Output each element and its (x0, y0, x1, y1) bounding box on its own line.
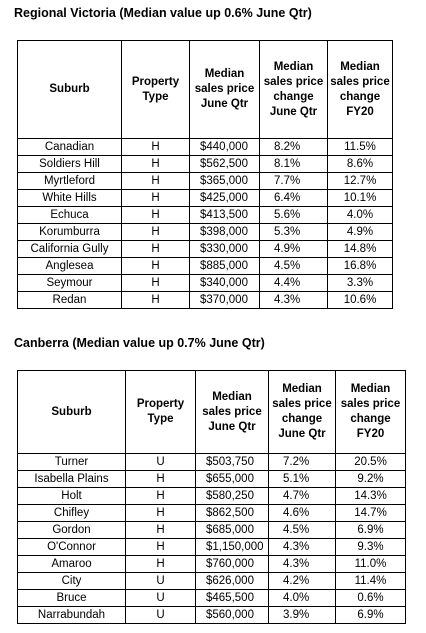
cell-suburb: Amaroo (18, 556, 126, 573)
cell-suburb: O'Connor (18, 539, 126, 556)
cell-property-type: U (126, 590, 196, 607)
cell-change-fy20: 8.6% (328, 156, 393, 173)
cell-suburb: Myrtleford (18, 173, 122, 190)
cell-property-type: H (122, 258, 190, 275)
cell-median-price: $626,000 (196, 573, 269, 590)
section-title-canberra: Canberra (Median value up 0.7% June Qtr) (14, 336, 265, 350)
table-row (18, 522, 406, 539)
cell-property-type: U (126, 454, 196, 471)
cell-median-price: $655,000 (196, 471, 269, 488)
cell-suburb: Korumburra (18, 224, 122, 241)
cell-median-price: $425,000 (190, 190, 260, 207)
table-row (18, 488, 406, 505)
cell-property-type: H (126, 488, 196, 505)
cell-suburb: Echuca (18, 207, 122, 224)
cell-property-type: H (126, 471, 196, 488)
cell-property-type: U (126, 573, 196, 590)
cell-suburb: Bruce (18, 590, 126, 607)
cell-change-june-qtr: 5.6% (260, 207, 328, 224)
cell-property-type: H (126, 505, 196, 522)
header-suburb: Suburb (18, 371, 126, 454)
cell-property-type: H (126, 556, 196, 573)
table-row (18, 224, 393, 241)
cell-property-type: H (122, 190, 190, 207)
cell-median-price: $440,000 (190, 139, 260, 156)
cell-change-fy20: 14.3% (336, 488, 406, 505)
cell-median-price: $398,000 (190, 224, 260, 241)
cell-suburb: Redan (18, 292, 122, 309)
cell-change-june-qtr: 4.5% (269, 522, 336, 539)
cell-change-june-qtr: 8.2% (260, 139, 328, 156)
cell-change-fy20: 6.9% (336, 522, 406, 539)
cell-suburb: Soldiers Hill (18, 156, 122, 173)
cell-change-fy20: 11.4% (336, 573, 406, 590)
cell-median-price: $1,150,000 (196, 539, 269, 556)
cell-change-june-qtr: 7.2% (269, 454, 336, 471)
table-row (18, 190, 393, 207)
cell-change-june-qtr: 3.9% (269, 607, 336, 624)
cell-change-june-qtr: 7.7% (260, 173, 328, 190)
cell-change-fy20: 10.6% (328, 292, 393, 309)
cell-suburb: Canadian (18, 139, 122, 156)
header-change-june-qtr: Median sales price change June Qtr (269, 371, 336, 454)
cell-suburb: Narrabundah (18, 607, 126, 624)
table-row (18, 539, 406, 556)
cell-change-june-qtr: 4.5% (260, 258, 328, 275)
table-canberra (17, 370, 406, 624)
table-row (18, 173, 393, 190)
cell-change-june-qtr: 5.3% (260, 224, 328, 241)
cell-suburb: Gordon (18, 522, 126, 539)
cell-suburb: Isabella Plains (18, 471, 126, 488)
cell-change-june-qtr: 4.4% (260, 275, 328, 292)
cell-property-type: H (122, 224, 190, 241)
header-change-fy20: Median sales price change FY20 (328, 41, 393, 139)
cell-median-price: $685,000 (196, 522, 269, 539)
cell-change-fy20: 9.3% (336, 539, 406, 556)
cell-property-type: H (122, 173, 190, 190)
table-row (18, 505, 406, 522)
cell-change-fy20: 6.9% (336, 607, 406, 624)
cell-change-june-qtr: 4.3% (269, 556, 336, 573)
cell-median-price: $560,000 (196, 607, 269, 624)
cell-property-type: H (122, 156, 190, 173)
table-row (18, 156, 393, 173)
table-row (18, 207, 393, 224)
cell-change-june-qtr: 4.3% (260, 292, 328, 309)
header-suburb: Suburb (18, 41, 122, 139)
cell-suburb: California Gully (18, 241, 122, 258)
table-row (18, 573, 406, 590)
cell-property-type: H (122, 139, 190, 156)
cell-median-price: $370,000 (190, 292, 260, 309)
table-row (18, 471, 406, 488)
table-row (18, 607, 406, 624)
cell-change-fy20: 4.0% (328, 207, 393, 224)
cell-median-price: $885,000 (190, 258, 260, 275)
cell-median-price: $862,500 (196, 505, 269, 522)
cell-property-type: H (126, 522, 196, 539)
cell-property-type: H (122, 292, 190, 309)
cell-median-price: $580,250 (196, 488, 269, 505)
cell-property-type: H (122, 207, 190, 224)
cell-median-price: $465,500 (196, 590, 269, 607)
cell-property-type: H (122, 275, 190, 292)
cell-change-fy20: 12.7% (328, 173, 393, 190)
cell-change-fy20: 3.3% (328, 275, 393, 292)
cell-median-price: $330,000 (190, 241, 260, 258)
cell-change-fy20: 9.2% (336, 471, 406, 488)
table-row (18, 241, 393, 258)
cell-median-price: $562,500 (190, 156, 260, 173)
table-row (18, 139, 393, 156)
cell-change-june-qtr: 4.0% (269, 590, 336, 607)
table-row (18, 258, 393, 275)
cell-property-type: H (122, 241, 190, 258)
cell-change-fy20: 10.1% (328, 190, 393, 207)
cell-suburb: Chifley (18, 505, 126, 522)
cell-median-price: $413,500 (190, 207, 260, 224)
cell-change-june-qtr: 6.4% (260, 190, 328, 207)
table-row (18, 275, 393, 292)
cell-suburb: Turner (18, 454, 126, 471)
section-title-regional-victoria: Regional Victoria (Median value up 0.6% June Qtr) (14, 6, 312, 20)
cell-suburb: Seymour (18, 275, 122, 292)
table-row (18, 590, 406, 607)
cell-property-type: U (126, 607, 196, 624)
cell-change-fy20: 16.8% (328, 258, 393, 275)
cell-change-fy20: 20.5% (336, 454, 406, 471)
cell-change-june-qtr: 4.6% (269, 505, 336, 522)
table-row (18, 454, 406, 471)
header-property-type: Property Type (126, 371, 196, 454)
cell-median-price: $340,000 (190, 275, 260, 292)
header-property-type: Property Type (122, 41, 190, 139)
cell-suburb: City (18, 573, 126, 590)
cell-suburb: White Hills (18, 190, 122, 207)
cell-change-june-qtr: 4.3% (269, 539, 336, 556)
header-change-june-qtr: Median sales price change June Qtr (260, 41, 328, 139)
cell-change-june-qtr: 4.9% (260, 241, 328, 258)
cell-median-price: $760,000 (196, 556, 269, 573)
header-change-fy20: Median sales price change FY20 (336, 371, 406, 454)
table-regional-victoria (17, 40, 393, 309)
cell-change-june-qtr: 4.7% (269, 488, 336, 505)
cell-change-june-qtr: 5.1% (269, 471, 336, 488)
cell-change-june-qtr: 4.2% (269, 573, 336, 590)
cell-change-fy20: 14.8% (328, 241, 393, 258)
cell-change-fy20: 11.0% (336, 556, 406, 573)
table-row (18, 556, 406, 573)
header-median-price: Median sales price June Qtr (196, 371, 269, 454)
cell-median-price: $365,000 (190, 173, 260, 190)
cell-change-fy20: 4.9% (328, 224, 393, 241)
cell-change-fy20: 11.5% (328, 139, 393, 156)
table-row (18, 292, 393, 309)
cell-suburb: Holt (18, 488, 126, 505)
cell-change-june-qtr: 8.1% (260, 156, 328, 173)
cell-median-price: $503,750 (196, 454, 269, 471)
cell-change-fy20: 0.6% (336, 590, 406, 607)
header-median-price: Median sales price June Qtr (190, 41, 260, 139)
cell-property-type: H (126, 539, 196, 556)
cell-suburb: Anglesea (18, 258, 122, 275)
cell-change-fy20: 14.7% (336, 505, 406, 522)
